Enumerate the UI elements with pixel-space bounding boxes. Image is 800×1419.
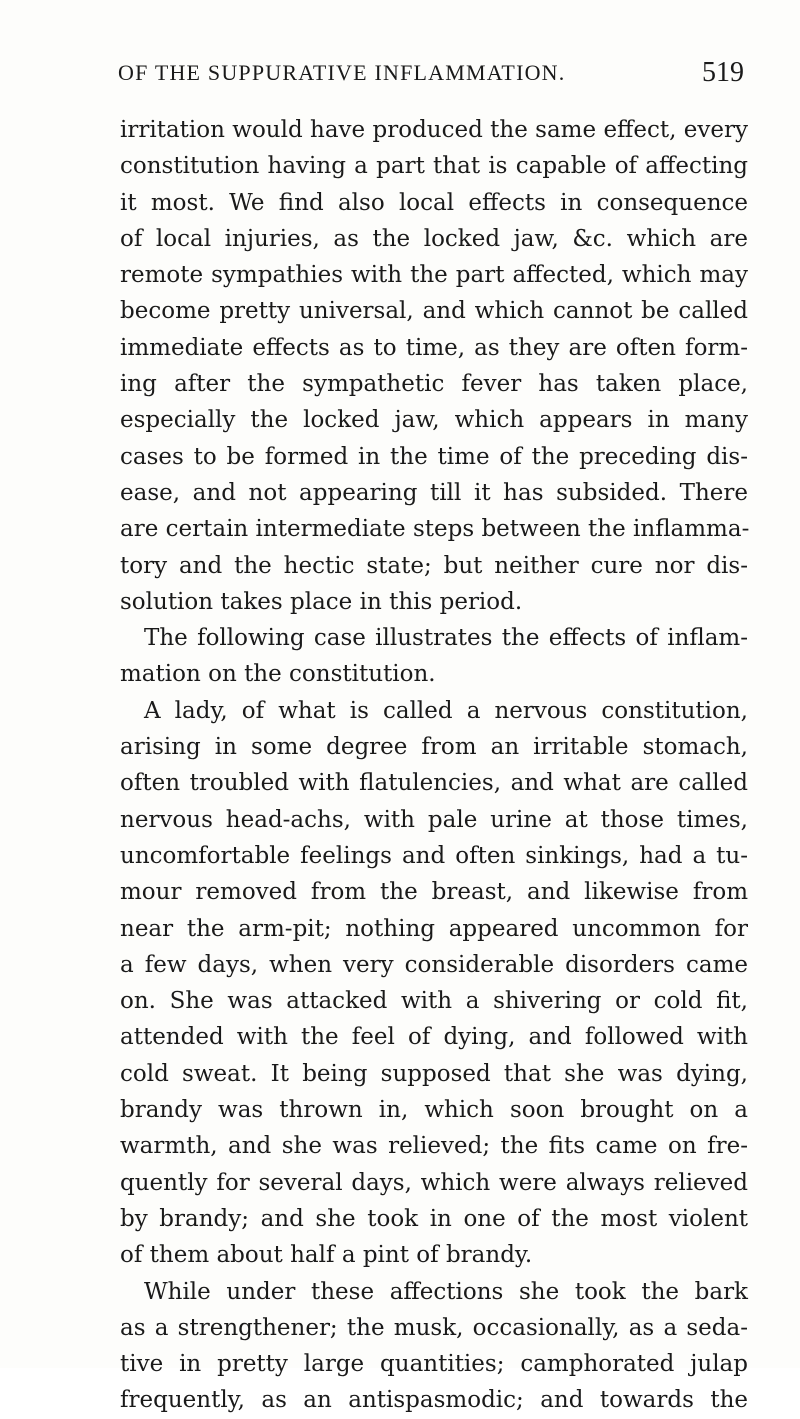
running-head <box>118 57 748 96</box>
text-line: uncomfortable feelings and often sinkings, had a tu- <box>120 842 748 869</box>
text-line: warmth, and she was relieved; the fits came on fre- <box>120 1133 748 1160</box>
text-line: tory and the hectic state; but neither cure nor dis- <box>120 552 748 579</box>
text-line: of them about half a pint of brandy. <box>120 1242 533 1269</box>
text-line: a few days, when very considerable disorders came <box>120 951 748 978</box>
text-line: often troubled with flatulencies, and what are called <box>120 770 748 797</box>
text-line: nervous head-achs, with pale urine at those times, <box>120 806 748 833</box>
text-line: solution takes place in this period. <box>120 588 523 615</box>
page-number: 519 <box>702 57 744 88</box>
text-line: tive in pretty large quantities; camphorated julap <box>120 1351 748 1378</box>
text-line: of local injuries, as the locked jaw, &c. which are <box>120 225 748 252</box>
text-line: immediate effects as to time, as they are often form- <box>120 334 748 361</box>
text-line: especially the locked jaw, which appears in many <box>120 407 748 434</box>
body-text <box>120 112 748 1419</box>
text-line: frequently, as an antispasmodic; and towards the <box>120 1387 748 1414</box>
text-line: While under these affections she took the bark <box>144 1278 748 1305</box>
text-line: by brandy; and she took in one of the most violent <box>120 1205 748 1232</box>
text-line: A lady, of what is called a nervous constitution, <box>144 697 748 724</box>
text-line: it most. We find also local effects in consequence <box>120 189 748 216</box>
text-line: ease, and not appearing till it has subsided. There <box>120 479 748 506</box>
text-line: remote sympathies with the part affected, which may <box>120 262 748 289</box>
text-line: irritation would have produced the same effect, every <box>120 117 748 143</box>
text-line: cold sweat. It being supposed that she was dying, <box>120 1060 748 1087</box>
text-line: attended with the feel of dying, and followed with <box>120 1024 748 1051</box>
running-head-title: OF THE SUPPURATIVE INFLAMMATION. <box>118 60 566 85</box>
text-line: ing after the sympathetic fever has taken place, <box>120 371 748 398</box>
text-line: mation on the constitution. <box>120 661 436 688</box>
text-line: on. She was attacked with a shivering or cold fit, <box>120 988 748 1015</box>
text-line: mour removed from the breast, and likewise from <box>120 879 748 906</box>
text-line: as a strengthener; the musk, occasionally, as a seda- <box>120 1314 748 1341</box>
text-line: The following case illustrates the effects of inflam- <box>144 625 748 652</box>
text-line: brandy was thrown in, which soon brought on a <box>120 1097 748 1124</box>
text-line: are certain intermediate steps between the inflamma- <box>120 516 750 543</box>
text-line: cases to be formed in the time of the preceding dis- <box>120 443 748 470</box>
text-line: become pretty universal, and which cannot be called <box>120 298 748 325</box>
text-line: near the arm-pit; nothing appeared uncommon for <box>120 915 748 942</box>
text-line: arising in some degree from an irritable stomach, <box>120 734 748 761</box>
text-line: constitution having a part that is capable of affecting <box>120 153 748 180</box>
text-line: quently for several days, which were always relieved <box>120 1169 748 1196</box>
